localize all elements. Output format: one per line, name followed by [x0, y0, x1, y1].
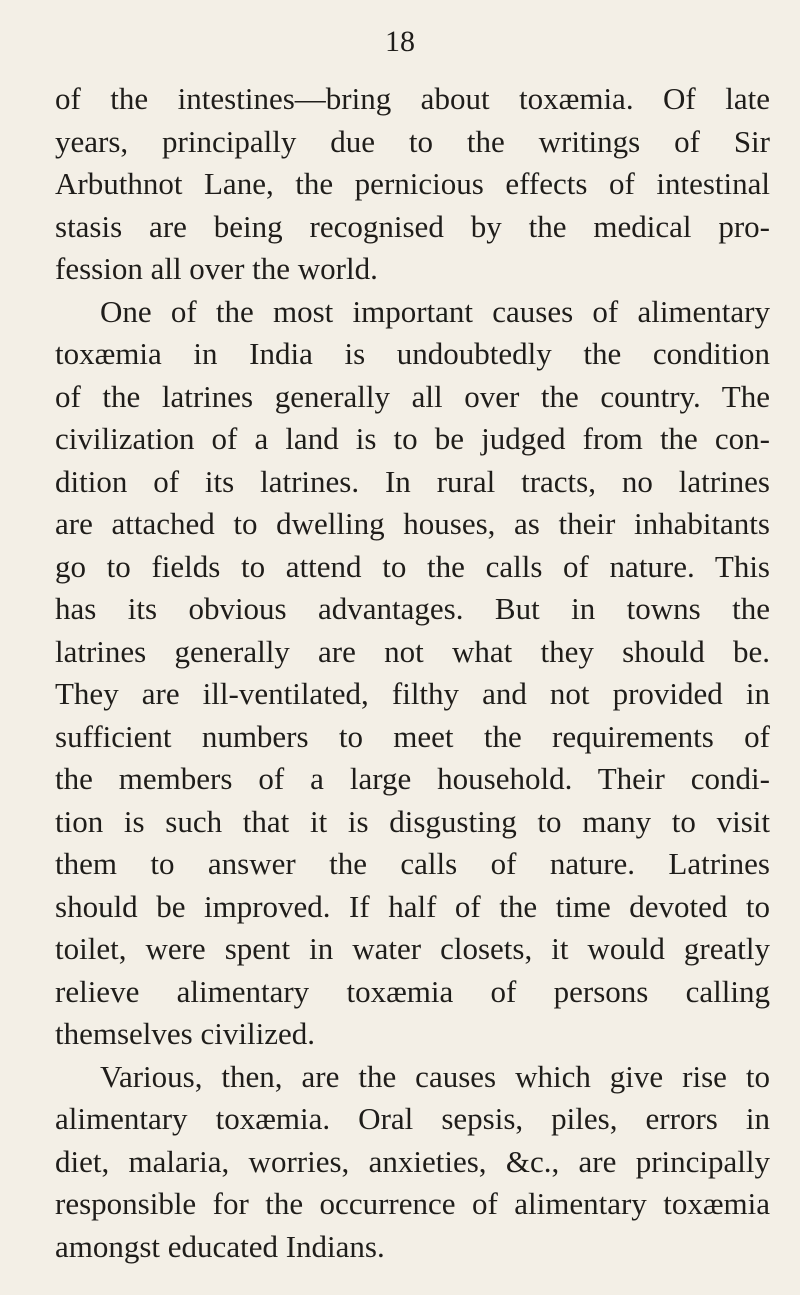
- text-line: alimentary toxæmia. Oral sepsis, piles, errors in: [55, 1101, 770, 1136]
- text-line: should be improved. If half of the time devoted to: [55, 888, 770, 924]
- text-line: stasis are being recognised by the medical pro-: [55, 208, 770, 244]
- text-line: tion is such that it is disgusting to many to visit: [55, 803, 770, 839]
- text-line: They are ill-ventilated, filthy and not provided in: [55, 676, 770, 711]
- text-line: themselves civilized.: [55, 1016, 315, 1051]
- text-line: One of the most important causes of alimentary: [100, 293, 770, 329]
- paragraph-3: [55, 1056, 770, 1269]
- text-line: relieve alimentary toxæmia of persons calling: [55, 973, 770, 1009]
- page-number: 18: [385, 25, 415, 58]
- text-line: amongst educated Indians.: [55, 1228, 385, 1264]
- text-line: has its obvious advantages. But in towns the: [55, 591, 770, 626]
- text-line: of the intestines—bring about toxæmia. Of late: [55, 81, 770, 116]
- text-line: the members of a large household. Their condi-: [55, 761, 770, 796]
- text-line: of the latrines generally all over the country. The: [55, 378, 770, 414]
- body-text: [55, 78, 770, 1268]
- paragraph-1: [55, 78, 770, 291]
- text-line: latrines generally are not what they should be.: [55, 633, 770, 669]
- text-line: dition of its latrines. In rural tracts, no latrines: [55, 463, 770, 499]
- text-line: toxæmia in India is undoubtedly the condition: [55, 336, 770, 371]
- text-line: Various, then, are the causes which give rise to: [100, 1058, 770, 1094]
- text-line: sufficient numbers to meet the requirements of: [55, 718, 770, 754]
- text-line: fession all over the world.: [55, 251, 378, 286]
- text-line: responsible for the occurrence of alimentary toxæmia: [55, 1186, 770, 1221]
- text-line: are attached to dwelling houses, as their inhabitants: [55, 506, 770, 541]
- text-line: civilization of a land is to be judged from the con-: [55, 421, 770, 456]
- paragraph-2: [55, 291, 770, 1056]
- text-line: them to answer the calls of nature. Latrines: [55, 846, 770, 881]
- text-line: toilet, were spent in water closets, it would greatly: [55, 931, 770, 966]
- text-line: Arbuthnot Lane, the pernicious effects of intestinal: [55, 166, 770, 201]
- text-line: years, principally due to the writings of Sir: [55, 123, 770, 159]
- text-line: go to fields to attend to the calls of nature. This: [55, 548, 770, 584]
- text-line: diet, malaria, worries, anxieties, &c., are principally: [55, 1143, 770, 1179]
